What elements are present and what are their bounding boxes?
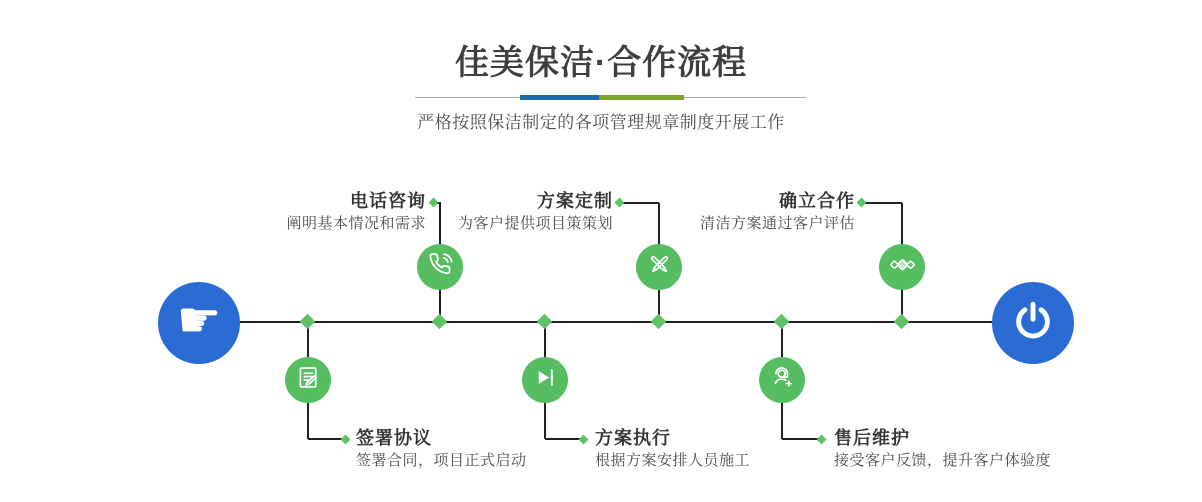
- timeline-line: [240, 321, 992, 323]
- start-node: [158, 282, 240, 364]
- step-node-phone: [417, 244, 463, 290]
- connector-horizontal: [620, 202, 659, 204]
- timeline-diamond: [894, 314, 910, 330]
- page-subtitle: 严格按照保洁制定的各项管理规章制度开展工作: [417, 113, 785, 132]
- step-desc: 接受客户反馈，提升客户体验度: [834, 452, 1052, 469]
- step-title: 签署协议: [356, 428, 432, 448]
- timeline-diamond: [537, 314, 553, 330]
- label-diamond: [341, 435, 351, 445]
- step-desc: 签署合同，项目正式启动: [356, 452, 527, 469]
- step-node-cooperation: [879, 244, 925, 290]
- label-diamond: [615, 198, 625, 208]
- label-diamond: [857, 198, 867, 208]
- step-node-design: [636, 244, 682, 290]
- step-desc: 根据方案安排人员施工: [595, 452, 751, 469]
- handshake-icon: [889, 251, 916, 283]
- step-desc: 阐明基本情况和需求: [286, 215, 426, 232]
- pointer-hand-icon: ☛: [176, 292, 222, 348]
- step-title: 方案定制: [537, 191, 613, 211]
- crossed-pencils-icon: [646, 251, 673, 283]
- divider-accent-green: [599, 95, 684, 100]
- play-slider-icon: [532, 364, 559, 396]
- connector-horizontal: [862, 202, 902, 204]
- end-node: [992, 282, 1074, 364]
- page-title: 佳美保洁·合作流程: [454, 44, 748, 82]
- step-label-execute: [595, 429, 750, 468]
- step-desc: 清洁方案通过客户评估: [699, 215, 855, 232]
- step-title: 电话咨询: [350, 191, 426, 211]
- label-diamond: [429, 198, 439, 208]
- phone-icon: [427, 251, 454, 283]
- timeline-diamond: [432, 314, 448, 330]
- headset-service-icon: [769, 364, 796, 396]
- step-label-service: [834, 429, 1051, 468]
- timeline-diamond: [774, 314, 790, 330]
- divider-accent-blue: [520, 95, 599, 100]
- step-label-cooperation: [700, 192, 855, 231]
- step-label-phone: [286, 192, 426, 231]
- power-icon: [1012, 300, 1054, 347]
- step-node-execute: [522, 357, 568, 403]
- step-node-service: [759, 357, 805, 403]
- step-title: 确立合作: [779, 191, 855, 211]
- timeline-diamond: [651, 314, 667, 330]
- label-diamond: [817, 435, 827, 445]
- timeline-diamond: [300, 314, 316, 330]
- step-label-contract: [356, 429, 527, 468]
- step-desc: 为客户提供项目策策划: [457, 215, 613, 232]
- step-label-design: [458, 192, 613, 231]
- contract-sign-icon: [295, 364, 322, 396]
- step-node-contract: [285, 357, 331, 403]
- label-diamond: [579, 435, 589, 445]
- step-title: 方案执行: [595, 428, 671, 448]
- step-title: 售后维护: [834, 428, 910, 448]
